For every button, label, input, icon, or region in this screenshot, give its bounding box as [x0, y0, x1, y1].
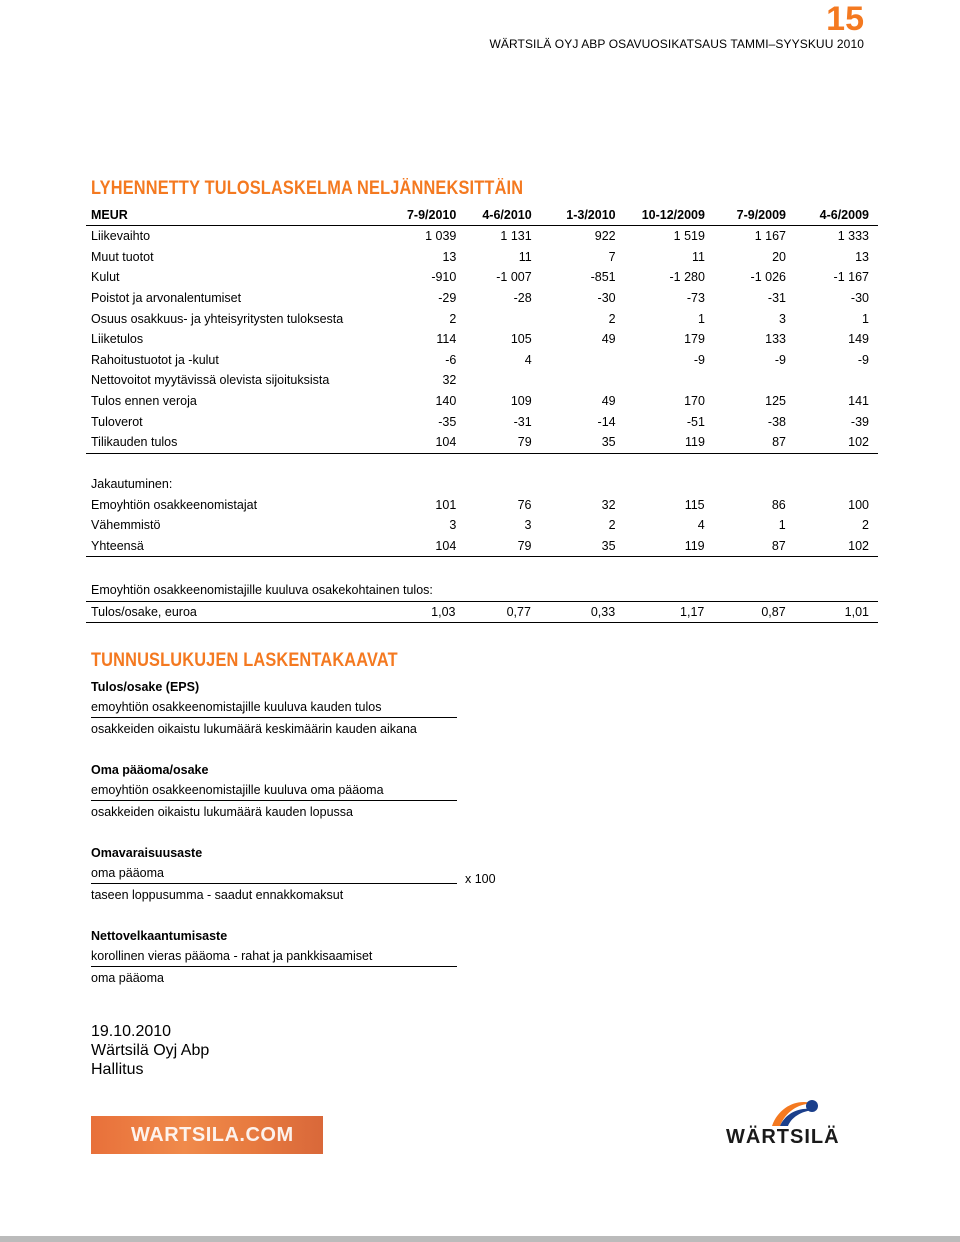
cell-value: 13: [855, 249, 869, 264]
cell-value: [541, 370, 625, 391]
table-header-row: [86, 205, 878, 226]
row-label: Liiketulos: [91, 332, 144, 347]
cell-value: 32: [442, 373, 457, 388]
table-row: [86, 288, 878, 309]
cell-value: 11: [518, 249, 532, 264]
cell-value: 2: [862, 518, 869, 533]
cell-value: -31: [513, 414, 532, 429]
cell-value: -1 280: [669, 270, 705, 285]
table-row: [86, 370, 878, 391]
table-row: [86, 350, 878, 371]
table-row: [86, 411, 878, 432]
cell-value: 35: [541, 536, 625, 557]
cell-value: -1 167: [833, 270, 869, 285]
table-row: [86, 495, 878, 516]
cell-value: -1 007: [496, 270, 532, 285]
table-row: [86, 226, 878, 247]
eps-table: [86, 580, 878, 623]
logo-wordmark: WÄRTSILÄ: [726, 1126, 840, 1148]
table-row: [86, 308, 878, 329]
ratio-equity-per-share: [91, 760, 457, 821]
cell-value: 2: [608, 311, 616, 326]
ratio-gearing: [91, 926, 457, 987]
cell-value: 125: [765, 394, 786, 409]
cell-value: -14: [597, 414, 616, 429]
cell-value: 3: [524, 518, 532, 533]
cell-value: 20: [772, 249, 786, 264]
ratio-multiplier: x 100: [465, 872, 496, 886]
column-header: 1-3/2010: [541, 205, 625, 226]
ratio-numerator: emoyhtiön osakkeenomistajille kuuluva oma pääoma: [91, 780, 457, 801]
eps-heading: Emoyhtiön osakkeenomistajille kuuluva osakekohtainen tulos:: [91, 583, 433, 598]
cell-value: 101: [435, 497, 457, 512]
cell-value: 140: [435, 394, 457, 409]
table-row: [86, 515, 878, 536]
cell-value: 4: [524, 352, 532, 367]
cell-value: -30: [850, 291, 869, 306]
income-statement-title: LYHENNETTY TULOSLASKELMA NELJÄNNEKSITTÄIN: [91, 178, 524, 199]
cell-value: -51: [686, 414, 705, 429]
cell-value: 32: [601, 497, 616, 512]
ratio-title: Nettovelkaantumisaste: [91, 929, 228, 943]
cell-value: -6: [445, 352, 457, 367]
cell-value: 114: [436, 332, 457, 347]
header-title: WÄRTSILÄ OYJ ABP OSAVUOSIKATSAUS TAMMI–SYYSKUU 2010: [489, 37, 864, 51]
cell-value: [465, 370, 540, 391]
cell-value: -9: [774, 352, 786, 367]
table-row: [86, 247, 878, 268]
ratio-numerator: oma pääoma: [91, 863, 457, 884]
cell-value: 7: [608, 249, 616, 264]
cell-value: [541, 350, 625, 371]
wartsila-logo-icon: [724, 1096, 834, 1130]
row-label: Liikevaihto: [91, 229, 151, 244]
cell-value: 0,87: [713, 601, 794, 623]
ratio-numerator: emoyhtiön osakkeenomistajille kuuluva kauden tulos: [91, 697, 457, 718]
cell-value: 4: [697, 518, 705, 533]
cell-value: 170: [684, 394, 705, 409]
cell-value: 87: [714, 536, 795, 557]
cell-value: 119: [625, 536, 714, 557]
cell-value: 79: [465, 536, 540, 557]
ratio-numerator: korollinen vieras pääoma - rahat ja pankkisaamiset: [91, 946, 457, 967]
cell-value: 179: [684, 332, 705, 347]
cell-value: 79: [465, 432, 540, 453]
cell-value: 115: [684, 497, 705, 512]
cell-value: -9: [693, 352, 705, 367]
cell-value: 1,03: [389, 601, 464, 623]
ratio-denominator: oma pääoma: [91, 971, 164, 985]
table-row: [86, 391, 878, 412]
ratio-denominator: taseen loppusumma - saadut ennakkomaksut: [91, 888, 344, 902]
cell-value: 1: [698, 311, 705, 326]
cell-value: 149: [848, 332, 869, 347]
table-row: [86, 580, 878, 601]
cell-value: -30: [597, 291, 616, 306]
cell-value: -35: [438, 414, 457, 429]
ratio-denominator: osakkeiden oikaistu lukumäärä kauden lopussa: [91, 805, 353, 819]
table-row: [86, 601, 878, 623]
cell-value: 100: [848, 497, 869, 512]
column-header: 7-9/2009: [714, 205, 795, 226]
column-header: 7-9/2010: [390, 205, 465, 226]
cell-value: 104: [390, 432, 465, 453]
cell-value: 2: [608, 518, 616, 533]
cell-value: -28: [513, 291, 532, 306]
cell-value: -39: [850, 414, 869, 429]
table-row: [86, 474, 878, 495]
row-label: Emoyhtiön osakkeenomistajat: [91, 497, 258, 512]
ratio-title: Oma pääoma/osake: [91, 763, 209, 777]
ratio-title: Omavaraisuusaste: [91, 846, 203, 860]
footer-bar: [0, 1236, 960, 1242]
distribution-heading: Jakautuminen:: [91, 477, 173, 492]
row-label: Nettovoitot myytävissä olevista sijoituksista: [91, 373, 330, 388]
row-label: Poistot ja arvonalentumiset: [91, 291, 242, 306]
row-label: Tuloverot: [91, 414, 143, 429]
page-number: 15: [826, 0, 864, 38]
cell-value: -9: [857, 352, 869, 367]
cell-value: 11: [691, 249, 705, 264]
ratios-title: TUNNUSLUKUJEN LASKENTAKAAVAT: [91, 650, 398, 671]
cell-value: -851: [590, 270, 616, 285]
row-label: Muut tuotot: [91, 249, 154, 264]
column-header: 4-6/2010: [465, 205, 540, 226]
ratio-eps: [91, 677, 457, 738]
row-label: Tulos ennen veroja: [91, 394, 197, 409]
cell-value: -38: [767, 414, 786, 429]
cell-value: 102: [795, 432, 878, 453]
wartsila-com-banner: [91, 1116, 323, 1154]
cell-value: 1,17: [624, 601, 713, 623]
cell-value: 1 131: [500, 229, 532, 244]
row-label: Rahoitustuotot ja -kulut: [91, 352, 219, 367]
cell-value: 35: [541, 432, 625, 453]
cell-value: -73: [686, 291, 705, 306]
cell-value: 76: [517, 497, 532, 512]
row-label: Yhteensä: [86, 536, 390, 557]
cell-value: 1 519: [673, 229, 705, 244]
banner-text: WARTSILA.COM: [131, 1124, 294, 1146]
income-statement-table: [86, 205, 878, 454]
cell-value: [465, 308, 540, 329]
table-row: [86, 432, 878, 453]
row-label: Tulos/osake, euroa: [86, 601, 389, 623]
cell-value: 104: [390, 536, 465, 557]
distribution-table: [86, 474, 878, 557]
cell-value: 105: [510, 332, 532, 347]
cell-value: [714, 370, 795, 391]
cell-value: 2: [449, 311, 457, 326]
cell-value: 3: [779, 311, 786, 326]
column-header: MEUR: [86, 205, 390, 226]
ratio-denominator: osakkeiden oikaistu lukumäärä keskimäärin kauden aikana: [91, 722, 417, 736]
ratio-solvency: [91, 843, 457, 904]
cell-value: 86: [771, 497, 786, 512]
cell-value: -910: [431, 270, 457, 285]
cell-value: 0,77: [465, 601, 540, 623]
row-label: Kulut: [91, 270, 120, 285]
signature-company: Wärtsilä Oyj Abp: [91, 1042, 210, 1059]
ratio-title: Tulos/osake (EPS): [91, 680, 200, 694]
signature-body: Hallitus: [91, 1061, 144, 1078]
signature-date: 19.10.2010: [91, 1023, 172, 1040]
cell-value: -1 026: [750, 270, 786, 285]
cell-value: 922: [594, 229, 616, 244]
table-row: [86, 536, 878, 557]
cell-value: 102: [795, 536, 878, 557]
wartsila-logo: [724, 1096, 840, 1150]
row-label: Tilikauden tulos: [86, 432, 390, 453]
table-row: [86, 267, 878, 288]
cell-value: 13: [442, 249, 457, 264]
cell-value: 87: [714, 432, 795, 453]
cell-value: 133: [765, 332, 786, 347]
cell-value: -31: [767, 291, 786, 306]
column-header: 4-6/2009: [795, 205, 878, 226]
row-label: Osuus osakkuus- ja yhteisyritysten tuloksesta: [91, 311, 344, 326]
cell-value: 3: [449, 518, 457, 533]
row-label: Vähemmistö: [91, 518, 161, 533]
cell-value: 49: [601, 394, 616, 409]
cell-value: 49: [601, 332, 616, 347]
column-header: 10-12/2009: [625, 205, 714, 226]
cell-value: [795, 370, 878, 391]
table-row: [86, 329, 878, 350]
cell-value: 119: [625, 432, 714, 453]
cell-value: 1 167: [754, 229, 786, 244]
cell-value: 1 039: [425, 229, 457, 244]
cell-value: 1: [778, 518, 786, 533]
cell-value: 1: [862, 311, 869, 326]
cell-value: 109: [510, 394, 532, 409]
cell-value: 0,33: [540, 601, 624, 623]
cell-value: [625, 370, 714, 391]
cell-value: 141: [848, 394, 869, 409]
cell-value: 1 333: [837, 229, 869, 244]
cell-value: -29: [438, 291, 457, 306]
cell-value: 1,01: [795, 601, 878, 623]
